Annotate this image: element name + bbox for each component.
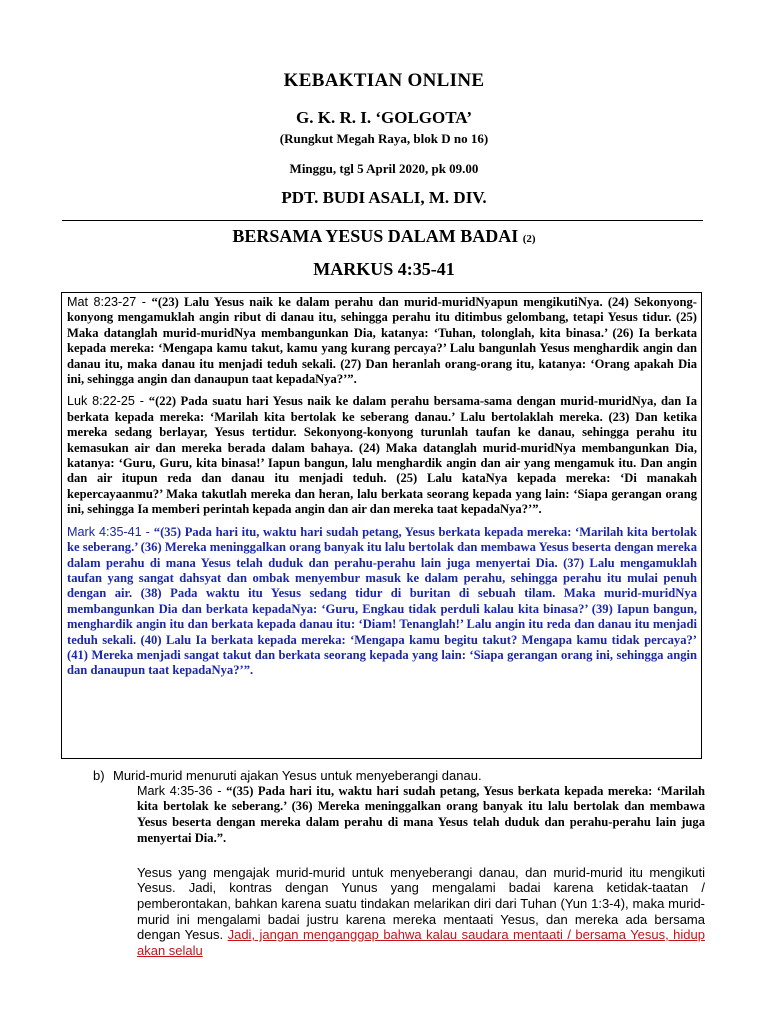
service-title: KEBAKTIAN ONLINE	[283, 70, 485, 91]
mark-passage	[67, 525, 697, 679]
point-b-heading	[113, 768, 705, 784]
mark-ref: Mark 4:35-41 -	[67, 524, 154, 539]
point-b-highlight: Jadi, jangan menganggap bahwa kalau saudara mentaati / bersama Yesus, hidup akan selalu	[137, 927, 705, 958]
mark-text: “(35) Pada hari itu, waktu hari sudah petang, Yesus berkata kepada mereka: ‘Marilah kita bertolak ke seberang.’ (36) Mereka meninggalkan orang banyak itu lalu bertolak dan membawa Yesus beserta dengan mereka dalam perahu di mana Yesus telah duduk dan perahu-perahu lain juga menyertai Dia. (37) Lalu mengamuklah taufan yang sangat dahsyat dan ombak menyembur masuk ke dalam perahu, sehingga perahu itu mulai penuh dengan air. (38) Pada waktu itu Yesus sedang tidur di buritan di sebuah tilam. Maka murid-muridNya membangunkan Dia dan berkata kepadaNya: ‘Guru, Engkau tidak perduli kalau kita binasa?’ (39) Iapun bangun, menghardik angin itu dan berkata kepada danau itu: ‘Diam! Tenanglah!’ Lalu angin itu reda dan danau itu menjadi teduh sekali. (40) Lalu Ia berkata kepada mereka: ‘Mengapa kamu begitu takut? Mengapa kamu tidak percaya?’ (41) Mereka menjadi sangat takut dan berkata seorang kepada yang lain: ‘Siapa gerangan orang ini, sehingga angin dan danaupun taat kepadaNya?’”.	[67, 524, 697, 678]
matthew-text: “(23) Lalu Yesus naik ke dalam perahu dan murid-muridNyapun mengikutiNya. (24) Sekonyong-konyong mengamuklah angin ribut di danau itu, sehingga perahu itu ditimbus gelombang, tetapi Yesus tidur. (25) Maka datanglah murid-muridNya membangunkan Dia, katanya: ‘Tuhan, tolonglah, kita binasa.’ (26) Ia berkata kepada mereka: ‘Mengapa kamu takut, kamu yang kurang percaya?’ Lalu bangunlah Yesus menghardik angin dan danau itu, maka danau itu menjadi teduh sekali. (27) Dan heranlah orang-orang itu, katanya: ‘Orang apakah Dia ini, sehingga angin dan danaupun taat kepadaNya?’”.	[67, 295, 697, 387]
point-b-label: b)	[93, 768, 105, 783]
point-b-quote-text: “(35) Pada hari itu, waktu hari sudah petang, Yesus berkata kepada mereka: ‘Marilah kita bertolak ke seberang.’ (36) Mereka meninggalkan orang banyak itu lalu bertolak dan membawa Yesus beserta dengan mereka dalam perahu di mana Yesus telah duduk dan perahu-perahu lain juga menyertai Dia.”.	[137, 783, 706, 845]
point-b-heading-text: Murid-murid menuruti ajakan Yesus untuk menyeberangi danau.	[113, 768, 482, 783]
sermon-part: (2)	[522, 233, 536, 245]
luke-text: “(22) Pada suatu hari Yesus naik ke dalam perahu bersama-sama dengan murid-muridNya, dan Ia berkata kepada mereka: ‘Marilah kita bertolak ke seberang danau.’ Lalu bertolaklah mereka. (23) Dan ketika mereka sedang berlayar, Yesus tertidur. Sekonyong-konyong turunlah taufan ke danau, sehingga perahu itu kemasukan air dan mereka berada dalam bahaya. (24) Maka datanglah murid-muridNya membangunkan Dia, katanya: ‘Guru, Guru, kita binasa!’ Iapun bangun, lalu menghardik angin dan air yang mengamuk itu. Dan angin dan air itupun reda dan danau itu menjadi teduh. (25) Lalu kataNya kepada mereka: ‘Di manakah kepercayaanmu?’ Maka takutlah mereka dan heran, lalu berkata seorang kepada yang lain: ‘Siapa gerangan orang ini, sehingga Ia memberi perintah kepada angin dan air dan mereka taat kepadaNya?’”.	[67, 394, 698, 517]
service-date: Minggu, tgl 5 April 2020, pk 09.00	[289, 161, 479, 176]
point-b-quote-ref: Mark 4:35-36 -	[137, 783, 227, 798]
church-address: (Rungkut Megah Raya, blok D no 16)	[279, 131, 489, 146]
church-name: G. K. R. I. ‘GOLGOTA’	[296, 108, 472, 127]
scripture-reference: MARKUS 4:35-41	[313, 259, 455, 279]
point-b-body-text: Yesus yang mengajak murid-murid untuk menyeberangi danau, dan murid-murid itu mengikuti Yesus. Jadi, kontras dengan Yunus yang mengalami badai karena ketidak-taatan / pemberontakan, bahkan karena suatu tindakan melarikan diri dari Tuhan (Yun 1:3-4), maka murid-murid ini mengalami badai justru karena mereka mentaati Yesus, dan mereka ada bersama dengan Yesus.	[137, 864, 705, 943]
point-b-quote	[137, 784, 705, 847]
luke-passage	[67, 394, 697, 517]
pastor-name: PDT. BUDI ASALI, M. DIV.	[281, 188, 487, 207]
sermon-title-text: BERSAMA YESUS DALAM BADAI	[232, 226, 519, 246]
matthew-ref: Mat 8:23-27 -	[67, 295, 152, 309]
point-b	[93, 768, 706, 958]
point-b-body	[137, 865, 705, 959]
matthew-passage	[67, 295, 697, 387]
sermon-title	[0, 226, 768, 247]
luke-ref: Luk 8:22-25 -	[67, 394, 149, 409]
scripture-box	[61, 292, 702, 759]
header-divider	[62, 220, 703, 221]
